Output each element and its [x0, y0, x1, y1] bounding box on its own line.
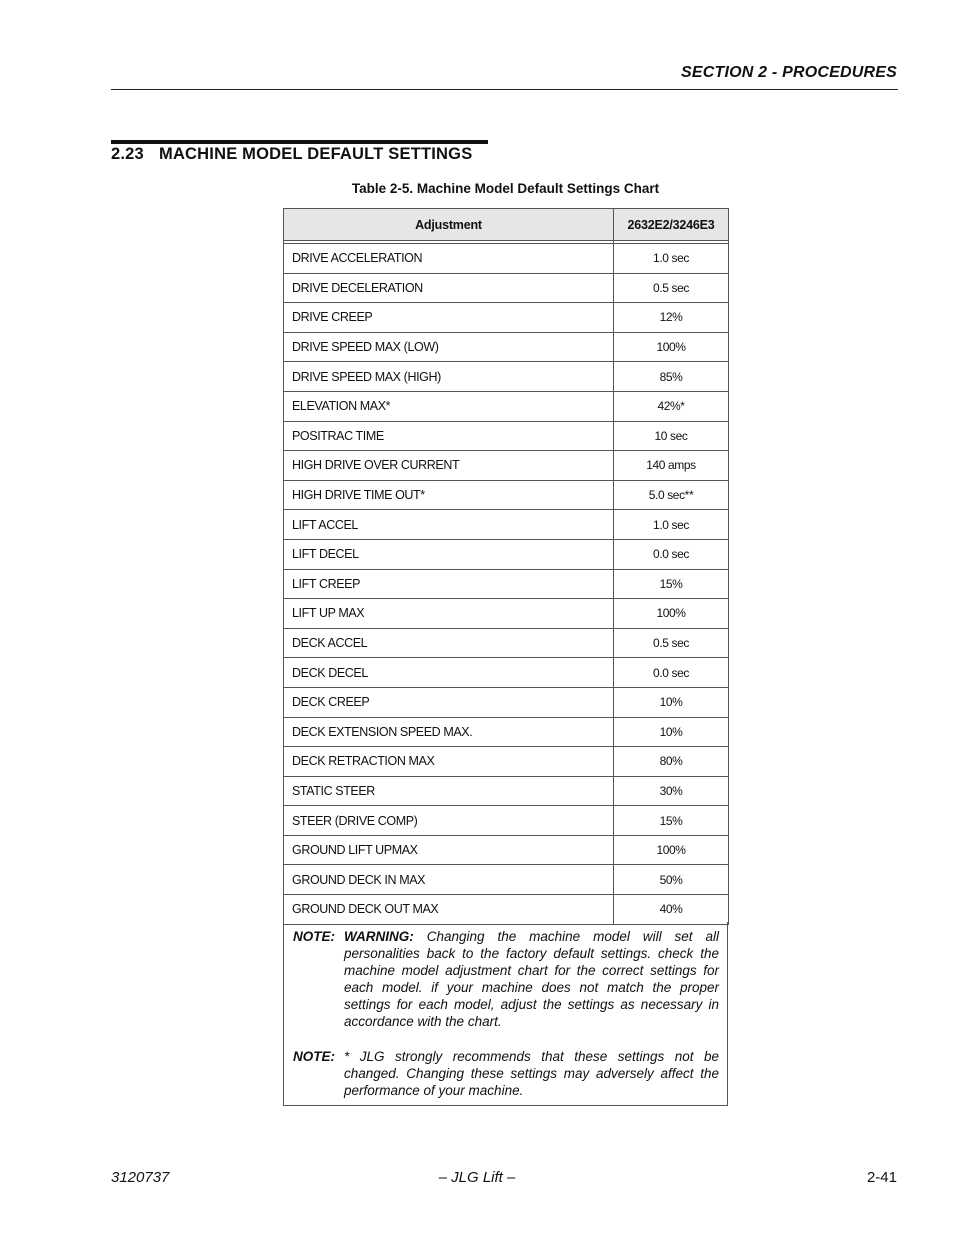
table-row	[284, 539, 729, 569]
adjustment-cell: DRIVE DECELERATION	[284, 273, 614, 303]
value-cell: 5.0 sec**	[614, 480, 729, 510]
adjustment-cell: POSITRAC TIME	[284, 421, 614, 451]
section-title: MACHINE MODEL DEFAULT SETTINGS	[159, 145, 473, 163]
note-body	[344, 928, 719, 1030]
table-row	[284, 510, 729, 540]
adjustment-cell: DECK EXTENSION SPEED MAX.	[284, 717, 614, 747]
adjustment-cell: DRIVE SPEED MAX (HIGH)	[284, 362, 614, 392]
table-row	[284, 303, 729, 333]
table-row	[284, 391, 729, 421]
table-row	[284, 717, 729, 747]
table-row	[284, 747, 729, 777]
adjustment-cell: STEER (DRIVE COMP)	[284, 806, 614, 836]
value-cell: 15%	[614, 569, 729, 599]
footer-doc-number: 3120737	[111, 1169, 170, 1186]
section-heading-bar	[111, 140, 488, 144]
table-row	[284, 628, 729, 658]
table-row	[284, 332, 729, 362]
value-cell: 15%	[614, 806, 729, 836]
note-label: NOTE:	[293, 1049, 335, 1064]
table-row	[284, 776, 729, 806]
column-header-model: 2632E2/3246E3	[614, 209, 729, 241]
adjustment-cell: GROUND DECK OUT MAX	[284, 895, 614, 925]
settings-table	[283, 208, 729, 925]
adjustment-cell: DECK ACCEL	[284, 628, 614, 658]
value-cell: 50%	[614, 865, 729, 895]
table-header-row	[284, 209, 729, 241]
value-cell: 1.0 sec	[614, 510, 729, 540]
note-text: Changing the machine model will set all personalities back to the factory default settings. check the machine model adjustment chart for the correct settings for each model. if your machine does not match the proper settings for each model, adjust the settings as necessary in accordance with the chart.	[344, 929, 719, 1029]
column-header-adjustment: Adjustment	[284, 209, 614, 241]
value-cell: 0.5 sec	[614, 273, 729, 303]
adjustment-cell: LIFT ACCEL	[284, 510, 614, 540]
table-row	[284, 599, 729, 629]
value-cell: 80%	[614, 747, 729, 777]
value-cell: 85%	[614, 362, 729, 392]
table-row	[284, 362, 729, 392]
adjustment-cell: STATIC STEER	[284, 776, 614, 806]
value-cell: 0.0 sec	[614, 539, 729, 569]
adjustment-cell: DECK CREEP	[284, 687, 614, 717]
adjustment-cell: DECK RETRACTION MAX	[284, 747, 614, 777]
value-cell: 10%	[614, 687, 729, 717]
note-recommendation	[293, 1048, 719, 1099]
adjustment-cell: DRIVE CREEP	[284, 303, 614, 333]
value-cell: 100%	[614, 599, 729, 629]
table-row	[284, 687, 729, 717]
adjustment-cell: DRIVE SPEED MAX (LOW)	[284, 332, 614, 362]
note-label: NOTE:	[293, 929, 335, 944]
section-header-title: SECTION 2 - PROCEDURES	[681, 64, 897, 81]
adjustment-cell: LIFT DECEL	[284, 539, 614, 569]
section-heading	[111, 145, 472, 164]
adjustment-cell: DECK DECEL	[284, 658, 614, 688]
adjustment-cell: LIFT UP MAX	[284, 599, 614, 629]
adjustment-cell: ELEVATION MAX*	[284, 391, 614, 421]
adjustment-cell: LIFT CREEP	[284, 569, 614, 599]
adjustment-cell: GROUND DECK IN MAX	[284, 865, 614, 895]
value-cell: 100%	[614, 835, 729, 865]
value-cell: 10 sec	[614, 421, 729, 451]
value-cell: 30%	[614, 776, 729, 806]
value-cell: 12%	[614, 303, 729, 333]
footer-page-number: 2-41	[866, 1169, 897, 1186]
notes-box	[283, 922, 728, 1106]
header-rule	[111, 89, 898, 90]
note-text: * JLG strongly recommends that these settings not be changed. Changing these settings may adversely affect the performance of your machine.	[344, 1049, 719, 1098]
table-row	[284, 865, 729, 895]
table-row	[284, 451, 729, 481]
value-cell: 0.5 sec	[614, 628, 729, 658]
table-row	[284, 273, 729, 303]
note-warning	[293, 928, 719, 1030]
table-row	[284, 421, 729, 451]
adjustment-cell: DRIVE ACCELERATION	[284, 244, 614, 274]
table-row	[284, 835, 729, 865]
table-row	[284, 480, 729, 510]
table-row	[284, 244, 729, 274]
adjustment-cell: HIGH DRIVE TIME OUT*	[284, 480, 614, 510]
warning-label: WARNING:	[344, 929, 414, 944]
table-row	[284, 806, 729, 836]
table-row	[284, 658, 729, 688]
value-cell: 10%	[614, 717, 729, 747]
footer-brand: – JLG Lift –	[438, 1169, 516, 1186]
table-row	[284, 569, 729, 599]
section-number: 2.23	[111, 145, 144, 163]
value-cell: 140 amps	[614, 451, 729, 481]
value-cell: 0.0 sec	[614, 658, 729, 688]
adjustment-cell: HIGH DRIVE OVER CURRENT	[284, 451, 614, 481]
value-cell: 40%	[614, 895, 729, 925]
table-row	[284, 895, 729, 925]
value-cell: 100%	[614, 332, 729, 362]
settings-table-body	[284, 241, 729, 925]
value-cell: 42%*	[614, 391, 729, 421]
value-cell: 1.0 sec	[614, 244, 729, 274]
table-caption: Table 2-5. Machine Model Default Settings Chart	[351, 181, 660, 196]
adjustment-cell: GROUND LIFT UPMAX	[284, 835, 614, 865]
